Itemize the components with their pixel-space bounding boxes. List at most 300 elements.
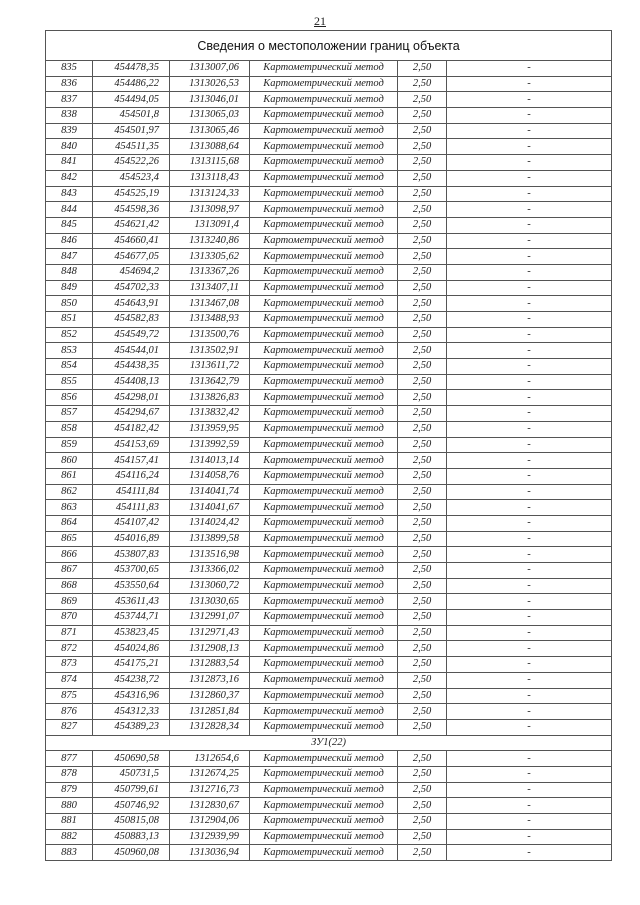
- point-number-cell: 882: [46, 829, 93, 845]
- method-cell: Картометрический метод: [250, 108, 398, 124]
- description-cell: -: [447, 500, 612, 516]
- point-number-cell: 860: [46, 453, 93, 469]
- y-coordinate-cell: 1313091,4: [170, 217, 250, 233]
- table-row: [46, 123, 612, 139]
- method-cell: Картометрический метод: [250, 170, 398, 186]
- table-row: [46, 453, 612, 469]
- y-coordinate-cell: 1314024,42: [170, 515, 250, 531]
- point-number-cell: 842: [46, 170, 93, 186]
- method-cell: Картометрический метод: [250, 249, 398, 265]
- point-number-cell: 844: [46, 202, 93, 218]
- table-row: [46, 92, 612, 108]
- description-cell: -: [447, 296, 612, 312]
- x-coordinate-cell: 453744,71: [93, 610, 170, 626]
- x-coordinate-cell: 450799,61: [93, 782, 170, 798]
- point-number-cell: 855: [46, 374, 93, 390]
- section-row: [46, 735, 612, 751]
- table-row: [46, 845, 612, 861]
- accuracy-cell: 2,50: [398, 437, 447, 453]
- point-number-cell: 858: [46, 421, 93, 437]
- y-coordinate-cell: 1313098,97: [170, 202, 250, 218]
- table-row: [46, 672, 612, 688]
- description-cell: -: [447, 359, 612, 375]
- y-coordinate-cell: 1313030,65: [170, 594, 250, 610]
- point-number-cell: 854: [46, 359, 93, 375]
- y-coordinate-cell: 1313060,72: [170, 578, 250, 594]
- point-number-cell: 864: [46, 515, 93, 531]
- description-cell: -: [447, 829, 612, 845]
- x-coordinate-cell: 454107,42: [93, 515, 170, 531]
- accuracy-cell: 2,50: [398, 766, 447, 782]
- table-row: [46, 782, 612, 798]
- description-cell: -: [447, 327, 612, 343]
- y-coordinate-cell: 1313407,11: [170, 280, 250, 296]
- table-row: [46, 688, 612, 704]
- method-cell: Картометрический метод: [250, 751, 398, 767]
- accuracy-cell: 2,50: [398, 751, 447, 767]
- description-cell: -: [447, 625, 612, 641]
- accuracy-cell: 2,50: [398, 312, 447, 328]
- accuracy-cell: 2,50: [398, 468, 447, 484]
- method-cell: Картометрический метод: [250, 468, 398, 484]
- description-cell: -: [447, 374, 612, 390]
- method-cell: Картометрический метод: [250, 641, 398, 657]
- table-row: [46, 327, 612, 343]
- accuracy-cell: 2,50: [398, 390, 447, 406]
- method-cell: Картометрический метод: [250, 719, 398, 735]
- description-cell: -: [447, 343, 612, 359]
- y-coordinate-cell: 1313036,94: [170, 845, 250, 861]
- description-cell: -: [447, 139, 612, 155]
- method-cell: Картометрический метод: [250, 578, 398, 594]
- accuracy-cell: 2,50: [398, 641, 447, 657]
- table-row: [46, 280, 612, 296]
- method-cell: Картометрический метод: [250, 343, 398, 359]
- y-coordinate-cell: 1313832,42: [170, 406, 250, 422]
- point-number-cell: 875: [46, 688, 93, 704]
- y-coordinate-cell: 1313065,46: [170, 123, 250, 139]
- x-coordinate-cell: 454157,41: [93, 453, 170, 469]
- x-coordinate-cell: 453700,65: [93, 563, 170, 579]
- section-label: ЗУ1(22): [46, 735, 612, 751]
- description-cell: -: [447, 233, 612, 249]
- x-coordinate-cell: 454478,35: [93, 61, 170, 77]
- accuracy-cell: 2,50: [398, 798, 447, 814]
- point-number-cell: 874: [46, 672, 93, 688]
- accuracy-cell: 2,50: [398, 123, 447, 139]
- point-number-cell: 838: [46, 108, 93, 124]
- method-cell: Картометрический метод: [250, 610, 398, 626]
- method-cell: Картометрический метод: [250, 217, 398, 233]
- y-coordinate-cell: 1312828,34: [170, 719, 250, 735]
- method-cell: Картометрический метод: [250, 202, 398, 218]
- point-number-cell: 850: [46, 296, 93, 312]
- point-number-cell: 836: [46, 76, 93, 92]
- description-cell: -: [447, 610, 612, 626]
- x-coordinate-cell: 453550,64: [93, 578, 170, 594]
- point-number-cell: 863: [46, 500, 93, 516]
- table-row: [46, 202, 612, 218]
- table-row: [46, 515, 612, 531]
- accuracy-cell: 2,50: [398, 547, 447, 563]
- description-cell: -: [447, 845, 612, 861]
- description-cell: -: [447, 453, 612, 469]
- point-number-cell: 847: [46, 249, 93, 265]
- method-cell: Картометрический метод: [250, 814, 398, 830]
- accuracy-cell: 2,50: [398, 688, 447, 704]
- method-cell: Картометрический метод: [250, 845, 398, 861]
- y-coordinate-cell: 1312971,43: [170, 625, 250, 641]
- x-coordinate-cell: 454111,84: [93, 484, 170, 500]
- method-cell: Картометрический метод: [250, 327, 398, 343]
- table-row: [46, 155, 612, 171]
- table-row: [46, 421, 612, 437]
- method-cell: Картометрический метод: [250, 280, 398, 296]
- accuracy-cell: 2,50: [398, 484, 447, 500]
- method-cell: Картометрический метод: [250, 359, 398, 375]
- description-cell: -: [447, 108, 612, 124]
- table-row: [46, 657, 612, 673]
- point-number-cell: 867: [46, 563, 93, 579]
- x-coordinate-cell: 454522,26: [93, 155, 170, 171]
- table-row: [46, 704, 612, 720]
- accuracy-cell: 2,50: [398, 280, 447, 296]
- x-coordinate-cell: 454312,33: [93, 704, 170, 720]
- point-number-cell: 870: [46, 610, 93, 626]
- description-cell: -: [447, 406, 612, 422]
- table-row: [46, 296, 612, 312]
- y-coordinate-cell: 1313088,64: [170, 139, 250, 155]
- table-row: [46, 406, 612, 422]
- description-cell: -: [447, 249, 612, 265]
- y-coordinate-cell: 1312860,37: [170, 688, 250, 704]
- description-cell: -: [447, 531, 612, 547]
- description-cell: -: [447, 170, 612, 186]
- accuracy-cell: 2,50: [398, 704, 447, 720]
- description-cell: -: [447, 515, 612, 531]
- y-coordinate-cell: 1312939,99: [170, 829, 250, 845]
- method-cell: Картометрический метод: [250, 829, 398, 845]
- point-number-cell: 879: [46, 782, 93, 798]
- x-coordinate-cell: 453823,45: [93, 625, 170, 641]
- point-number-cell: 843: [46, 186, 93, 202]
- x-coordinate-cell: 454525,19: [93, 186, 170, 202]
- table-row: [46, 390, 612, 406]
- point-number-cell: 862: [46, 484, 93, 500]
- y-coordinate-cell: 1313611,72: [170, 359, 250, 375]
- table-row: [46, 249, 612, 265]
- table-row: [46, 343, 612, 359]
- y-coordinate-cell: 1312873,16: [170, 672, 250, 688]
- point-number-cell: 871: [46, 625, 93, 641]
- x-coordinate-cell: 454660,41: [93, 233, 170, 249]
- table-row: [46, 814, 612, 830]
- method-cell: Картометрический метод: [250, 766, 398, 782]
- method-cell: Картометрический метод: [250, 515, 398, 531]
- table-row: [46, 76, 612, 92]
- x-coordinate-cell: 454389,23: [93, 719, 170, 735]
- description-cell: -: [447, 814, 612, 830]
- table-row: [46, 829, 612, 845]
- accuracy-cell: 2,50: [398, 359, 447, 375]
- table-row: [46, 217, 612, 233]
- accuracy-cell: 2,50: [398, 845, 447, 861]
- description-cell: -: [447, 672, 612, 688]
- table-row: [46, 374, 612, 390]
- table-row: [46, 766, 612, 782]
- description-cell: -: [447, 437, 612, 453]
- point-number-cell: 873: [46, 657, 93, 673]
- point-number-cell: 866: [46, 547, 93, 563]
- accuracy-cell: 2,50: [398, 217, 447, 233]
- point-number-cell: 845: [46, 217, 93, 233]
- table-row: [46, 359, 612, 375]
- table-row: [46, 625, 612, 641]
- method-cell: Картометрический метод: [250, 594, 398, 610]
- y-coordinate-cell: 1313366,02: [170, 563, 250, 579]
- table-row: [46, 563, 612, 579]
- table-row: [46, 594, 612, 610]
- x-coordinate-cell: 454298,01: [93, 390, 170, 406]
- y-coordinate-cell: 1313124,33: [170, 186, 250, 202]
- description-cell: -: [447, 563, 612, 579]
- accuracy-cell: 2,50: [398, 453, 447, 469]
- description-cell: -: [447, 688, 612, 704]
- description-cell: -: [447, 217, 612, 233]
- method-cell: Картометрический метод: [250, 155, 398, 171]
- point-number-cell: 872: [46, 641, 93, 657]
- description-cell: -: [447, 719, 612, 735]
- x-coordinate-cell: 454694,2: [93, 264, 170, 280]
- accuracy-cell: 2,50: [398, 625, 447, 641]
- y-coordinate-cell: 1313899,58: [170, 531, 250, 547]
- point-number-cell: 827: [46, 719, 93, 735]
- method-cell: Картометрический метод: [250, 61, 398, 77]
- x-coordinate-cell: 454153,69: [93, 437, 170, 453]
- table-row: [46, 641, 612, 657]
- accuracy-cell: 2,50: [398, 672, 447, 688]
- table-row: [46, 437, 612, 453]
- method-cell: Картометрический метод: [250, 704, 398, 720]
- accuracy-cell: 2,50: [398, 76, 447, 92]
- description-cell: -: [447, 92, 612, 108]
- method-cell: Картометрический метод: [250, 500, 398, 516]
- table-row: [46, 751, 612, 767]
- table-row: [46, 186, 612, 202]
- method-cell: Картометрический метод: [250, 406, 398, 422]
- x-coordinate-cell: 454494,05: [93, 92, 170, 108]
- method-cell: Картометрический метод: [250, 625, 398, 641]
- description-cell: -: [447, 798, 612, 814]
- x-coordinate-cell: 454582,83: [93, 312, 170, 328]
- description-cell: -: [447, 641, 612, 657]
- accuracy-cell: 2,50: [398, 578, 447, 594]
- accuracy-cell: 2,50: [398, 421, 447, 437]
- method-cell: Картометрический метод: [250, 374, 398, 390]
- x-coordinate-cell: 454238,72: [93, 672, 170, 688]
- point-number-cell: 837: [46, 92, 93, 108]
- description-cell: -: [447, 264, 612, 280]
- description-cell: -: [447, 202, 612, 218]
- description-cell: -: [447, 155, 612, 171]
- table-row: [46, 170, 612, 186]
- method-cell: Картометрический метод: [250, 453, 398, 469]
- point-number-cell: 848: [46, 264, 93, 280]
- accuracy-cell: 2,50: [398, 170, 447, 186]
- point-number-cell: 840: [46, 139, 93, 155]
- method-cell: Картометрический метод: [250, 186, 398, 202]
- accuracy-cell: 2,50: [398, 61, 447, 77]
- x-coordinate-cell: 450960,08: [93, 845, 170, 861]
- accuracy-cell: 2,50: [398, 563, 447, 579]
- point-number-cell: 876: [46, 704, 93, 720]
- x-coordinate-cell: 454182,42: [93, 421, 170, 437]
- x-coordinate-cell: 454316,96: [93, 688, 170, 704]
- method-cell: Картометрический метод: [250, 563, 398, 579]
- y-coordinate-cell: 1313046,01: [170, 92, 250, 108]
- point-number-cell: 851: [46, 312, 93, 328]
- y-coordinate-cell: 1313502,91: [170, 343, 250, 359]
- x-coordinate-cell: 454544,01: [93, 343, 170, 359]
- point-number-cell: 880: [46, 798, 93, 814]
- x-coordinate-cell: 454549,72: [93, 327, 170, 343]
- table-row: [46, 610, 612, 626]
- y-coordinate-cell: 1313516,98: [170, 547, 250, 563]
- x-coordinate-cell: 454621,42: [93, 217, 170, 233]
- accuracy-cell: 2,50: [398, 829, 447, 845]
- y-coordinate-cell: 1312908,13: [170, 641, 250, 657]
- point-number-cell: 861: [46, 468, 93, 484]
- description-cell: -: [447, 547, 612, 563]
- accuracy-cell: 2,50: [398, 264, 447, 280]
- x-coordinate-cell: 454677,05: [93, 249, 170, 265]
- x-coordinate-cell: 454408,13: [93, 374, 170, 390]
- description-cell: -: [447, 594, 612, 610]
- method-cell: Картометрический метод: [250, 312, 398, 328]
- table-row: [46, 719, 612, 735]
- x-coordinate-cell: 453807,83: [93, 547, 170, 563]
- y-coordinate-cell: 1313118,43: [170, 170, 250, 186]
- y-coordinate-cell: 1312991,07: [170, 610, 250, 626]
- point-number-cell: 883: [46, 845, 93, 861]
- point-number-cell: 868: [46, 578, 93, 594]
- table-row: [46, 578, 612, 594]
- method-cell: Картометрический метод: [250, 547, 398, 563]
- accuracy-cell: 2,50: [398, 657, 447, 673]
- point-number-cell: 852: [46, 327, 93, 343]
- y-coordinate-cell: 1312830,67: [170, 798, 250, 814]
- table-row: [46, 139, 612, 155]
- y-coordinate-cell: 1314041,67: [170, 500, 250, 516]
- y-coordinate-cell: 1314058,76: [170, 468, 250, 484]
- x-coordinate-cell: 450746,92: [93, 798, 170, 814]
- table-row: [46, 61, 612, 77]
- y-coordinate-cell: 1313500,76: [170, 327, 250, 343]
- y-coordinate-cell: 1312851,84: [170, 704, 250, 720]
- description-cell: -: [447, 61, 612, 77]
- point-number-cell: 865: [46, 531, 93, 547]
- x-coordinate-cell: 450883,13: [93, 829, 170, 845]
- description-cell: -: [447, 484, 612, 500]
- boundary-coordinates-table: [45, 30, 612, 861]
- point-number-cell: 849: [46, 280, 93, 296]
- y-coordinate-cell: 1313065,03: [170, 108, 250, 124]
- point-number-cell: 881: [46, 814, 93, 830]
- x-coordinate-cell: 454511,35: [93, 139, 170, 155]
- accuracy-cell: 2,50: [398, 233, 447, 249]
- accuracy-cell: 2,50: [398, 719, 447, 735]
- x-coordinate-cell: 450731,5: [93, 766, 170, 782]
- accuracy-cell: 2,50: [398, 155, 447, 171]
- method-cell: Картометрический метод: [250, 92, 398, 108]
- method-cell: Картометрический метод: [250, 688, 398, 704]
- point-number-cell: 856: [46, 390, 93, 406]
- accuracy-cell: 2,50: [398, 249, 447, 265]
- x-coordinate-cell: 454175,21: [93, 657, 170, 673]
- description-cell: -: [447, 390, 612, 406]
- description-cell: -: [447, 766, 612, 782]
- point-number-cell: 839: [46, 123, 93, 139]
- table-row: [46, 531, 612, 547]
- x-coordinate-cell: 454116,24: [93, 468, 170, 484]
- description-cell: -: [447, 123, 612, 139]
- accuracy-cell: 2,50: [398, 531, 447, 547]
- x-coordinate-cell: 450690,58: [93, 751, 170, 767]
- method-cell: Картометрический метод: [250, 390, 398, 406]
- y-coordinate-cell: 1313467,08: [170, 296, 250, 312]
- accuracy-cell: 2,50: [398, 327, 447, 343]
- accuracy-cell: 2,50: [398, 186, 447, 202]
- x-coordinate-cell: 454024,86: [93, 641, 170, 657]
- point-number-cell: 859: [46, 437, 93, 453]
- accuracy-cell: 2,50: [398, 139, 447, 155]
- x-coordinate-cell: 454598,36: [93, 202, 170, 218]
- description-cell: -: [447, 578, 612, 594]
- accuracy-cell: 2,50: [398, 374, 447, 390]
- y-coordinate-cell: 1313826,83: [170, 390, 250, 406]
- x-coordinate-cell: 454523,4: [93, 170, 170, 186]
- y-coordinate-cell: 1312654,6: [170, 751, 250, 767]
- accuracy-cell: 2,50: [398, 594, 447, 610]
- method-cell: Картометрический метод: [250, 421, 398, 437]
- table-row: [46, 500, 612, 516]
- y-coordinate-cell: 1313305,62: [170, 249, 250, 265]
- x-coordinate-cell: 454702,33: [93, 280, 170, 296]
- y-coordinate-cell: 1314041,74: [170, 484, 250, 500]
- y-coordinate-cell: 1314013,14: [170, 453, 250, 469]
- method-cell: Картометрический метод: [250, 264, 398, 280]
- table-row: [46, 468, 612, 484]
- accuracy-cell: 2,50: [398, 92, 447, 108]
- point-number-cell: 877: [46, 751, 93, 767]
- accuracy-cell: 2,50: [398, 343, 447, 359]
- point-number-cell: 835: [46, 61, 93, 77]
- table-title-row: [46, 31, 612, 61]
- table-row: [46, 312, 612, 328]
- method-cell: Картометрический метод: [250, 437, 398, 453]
- x-coordinate-cell: 454016,89: [93, 531, 170, 547]
- point-number-cell: 857: [46, 406, 93, 422]
- x-coordinate-cell: 454438,35: [93, 359, 170, 375]
- description-cell: -: [447, 312, 612, 328]
- y-coordinate-cell: 1313488,93: [170, 312, 250, 328]
- x-coordinate-cell: 454111,83: [93, 500, 170, 516]
- method-cell: Картометрический метод: [250, 123, 398, 139]
- accuracy-cell: 2,50: [398, 202, 447, 218]
- table-row: [46, 264, 612, 280]
- y-coordinate-cell: 1312904,06: [170, 814, 250, 830]
- point-number-cell: 846: [46, 233, 93, 249]
